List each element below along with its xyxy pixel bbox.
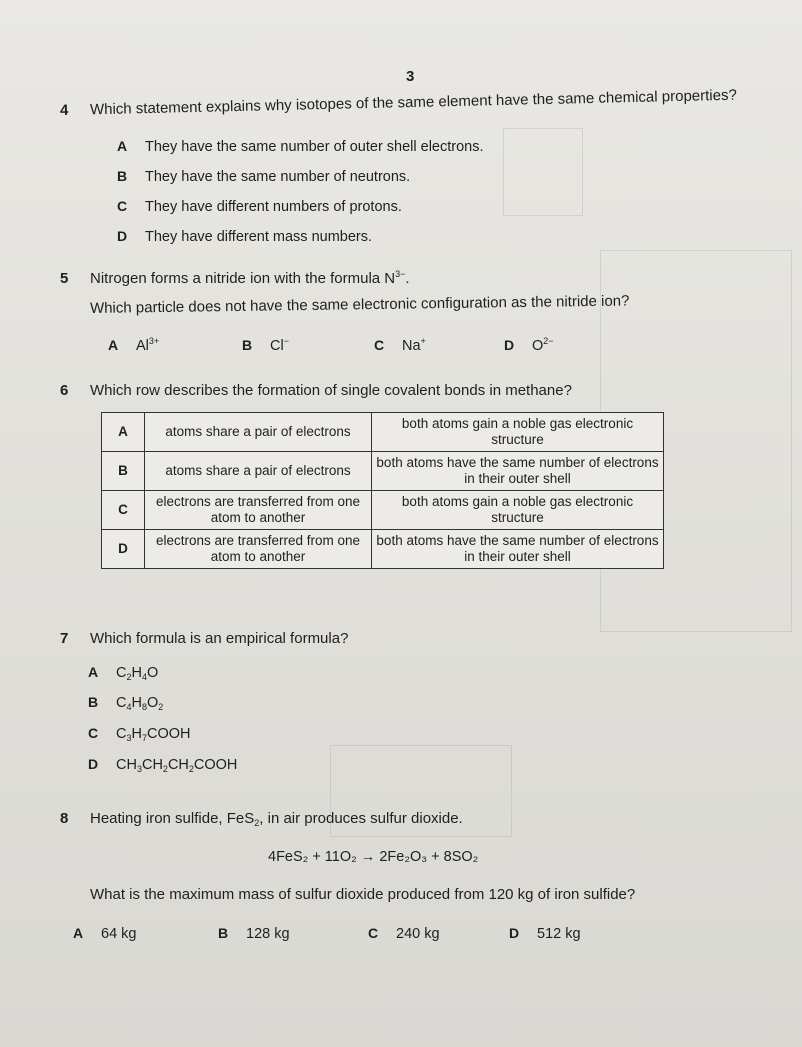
- q8-option-a: A 64 kg: [73, 925, 137, 942]
- table-row: [102, 530, 664, 569]
- table-row: [102, 452, 664, 491]
- q7-option-b: B $C_4H_8O_2$: [88, 694, 164, 712]
- page-number: 3: [406, 68, 415, 85]
- question-8-prompt: What is the maximum mass of sulfur dioxide produced from 120 kg of iron sulfide?: [90, 886, 636, 903]
- q4-option-a: A They have the same number of outer shell electrons.: [117, 138, 484, 155]
- q8-option-d: D 512 kg: [509, 925, 581, 942]
- q7-option-d: D $CH_3CH_2CH_2COOH$: [88, 756, 238, 774]
- row-col2: both atoms have the same number of electrons in their outer shell: [372, 530, 664, 569]
- row-letter: B: [102, 452, 145, 491]
- question-5: 5 Nitrogen forms a nitride ion with the formula $N^{3-}$.: [60, 269, 410, 287]
- row-letter: D: [102, 530, 145, 569]
- question-5-prompt: Which particle does not have the same electronic configuration as the nitride ion?: [89, 292, 630, 317]
- q5-option-d: D $O^{2-}$: [504, 336, 554, 354]
- q5-option-a: A $Al^{3+}$: [108, 336, 160, 354]
- row-col1: electrons are transferred from one atom to another: [145, 491, 372, 530]
- row-letter: C: [102, 491, 145, 530]
- row-col2: both atoms have the same number of electrons in their outer shell: [372, 452, 664, 491]
- question-8: 8 Heating iron sulfide, FeS$_2$, in air produces sulfur dioxide.: [60, 810, 463, 828]
- q6-options-table: [101, 412, 664, 569]
- table-row: [102, 413, 664, 452]
- q8-equation: 4FeS₂ + 11O₂ → 2Fe₂O₃ + 8SO₂: [268, 849, 479, 865]
- q7-option-c: C $C_3H_7COOH$: [88, 725, 191, 743]
- question-number: 7: [60, 630, 69, 647]
- q8-option-b: B 128 kg: [218, 925, 290, 942]
- q8-option-c: C 240 kg: [368, 925, 440, 942]
- question-4: [60, 87, 737, 119]
- q5-option-c: C Na+: [374, 336, 426, 354]
- q4-option-c: C They have different numbers of protons.: [117, 198, 402, 215]
- row-col2: both atoms gain a noble gas electronic structure: [372, 491, 664, 530]
- row-col1: electrons are transferred from one atom to another: [145, 530, 372, 569]
- question-number: 6: [60, 382, 69, 399]
- question-7: 7 Which formula is an empirical formula?: [60, 630, 349, 647]
- q5-option-b: B Cl−: [242, 336, 289, 354]
- question-text: Which statement explains why isotopes of the same element have the same chemical properties?: [89, 86, 738, 119]
- question-number: 4: [59, 101, 69, 119]
- q4-option-d: D They have different mass numbers.: [117, 228, 373, 245]
- row-col1: atoms share a pair of electrons: [145, 452, 372, 491]
- question-6: 6 Which row describes the formation of single covalent bonds in methane?: [60, 382, 572, 399]
- question-number: 8: [60, 810, 69, 827]
- question-number: 5: [60, 270, 69, 287]
- row-letter: A: [102, 413, 145, 452]
- q4-option-b: B They have the same number of neutrons.: [117, 168, 411, 185]
- row-col1: atoms share a pair of electrons: [145, 413, 372, 452]
- row-col2: both atoms gain a noble gas electronic structure: [372, 413, 664, 452]
- q7-option-a: A $C_2H_4O$: [88, 664, 159, 682]
- table-row: [102, 491, 664, 530]
- show-through-box: [503, 128, 583, 216]
